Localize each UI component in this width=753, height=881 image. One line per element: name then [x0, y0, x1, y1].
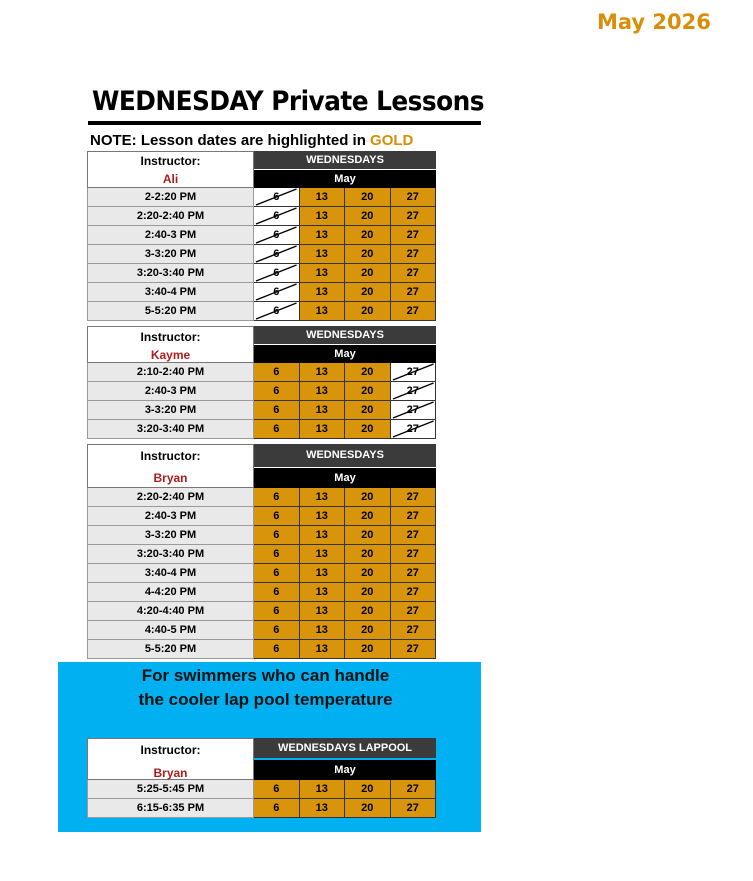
lesson-date-cell	[391, 188, 437, 207]
date-number: 13	[315, 643, 328, 655]
date-number: 20	[361, 529, 374, 541]
date-number: 13	[315, 605, 328, 617]
instructor-name: Kayme	[150, 348, 191, 362]
lesson-date-cell	[391, 283, 437, 302]
date-number: 6	[273, 586, 280, 598]
lesson-date-cell	[391, 226, 437, 245]
date-number: 20	[361, 567, 374, 579]
schedule-block-ali	[87, 151, 436, 321]
date-number: 13	[315, 210, 328, 222]
date-number: 27	[406, 229, 419, 241]
instructor-cell	[87, 738, 254, 780]
time-slot: 2-2:20 PM	[87, 188, 254, 207]
date-number: 20	[361, 286, 374, 298]
date-number: 20	[361, 423, 374, 435]
lesson-date-cell	[300, 564, 346, 583]
date-number: 20	[361, 248, 374, 260]
date-number: 27	[406, 404, 419, 416]
date-number: 6	[273, 305, 280, 317]
date-number: 27	[406, 385, 419, 397]
date-number: 27	[406, 529, 419, 541]
day-header: WEDNESDAYS	[254, 444, 436, 467]
date-number: 20	[361, 586, 374, 598]
date-number: 27	[406, 210, 419, 222]
table-row	[87, 226, 436, 245]
date-number: 13	[315, 586, 328, 598]
lesson-date-cell	[300, 640, 346, 659]
time-slot: 2:40-3 PM	[87, 226, 254, 245]
lesson-date-cell	[345, 207, 391, 226]
lesson-date-cell	[300, 302, 346, 321]
date-number: 6	[273, 643, 280, 655]
date-number: 6	[273, 286, 280, 298]
day-header: WEDNESDAYS LAPPOOL	[254, 738, 436, 758]
lesson-date-cell	[254, 583, 300, 602]
lesson-date-cell	[345, 420, 391, 439]
date-number: 27	[406, 191, 419, 203]
lesson-date-cell	[345, 545, 391, 564]
date-number: 13	[315, 191, 328, 203]
instructor-cell	[87, 151, 254, 188]
date-number: 27	[406, 305, 419, 317]
lesson-date-cell	[345, 564, 391, 583]
lesson-date-cell	[300, 382, 346, 401]
note-text	[90, 132, 413, 149]
lesson-date-cell	[300, 621, 346, 640]
date-number: 13	[315, 783, 328, 795]
instructor-label: Instructor:	[140, 330, 201, 344]
date-number: 6	[273, 366, 280, 378]
lesson-date-cell	[345, 488, 391, 507]
lesson-date-cell	[345, 621, 391, 640]
lesson-date-cell	[345, 283, 391, 302]
date-number: 6	[273, 423, 280, 435]
table-row	[87, 264, 436, 283]
date-number: 27	[406, 366, 419, 378]
date-number: 27	[406, 423, 419, 435]
lap-pool-note-line-1: For swimmers who can handle	[141, 666, 390, 685]
time-slot: 4-4:20 PM	[87, 583, 254, 602]
month-year-label: May 2026	[597, 10, 711, 34]
schedule-header	[87, 444, 436, 488]
lesson-date-cell	[345, 640, 391, 659]
date-number: 13	[315, 510, 328, 522]
lesson-date-cell	[391, 526, 437, 545]
schedule-header	[87, 738, 436, 780]
instructor-label: Instructor:	[140, 154, 201, 168]
table-row	[87, 799, 436, 818]
lesson-date-cell	[254, 621, 300, 640]
time-slot: 2:10-2:40 PM	[87, 363, 254, 382]
lesson-date-cell	[254, 382, 300, 401]
time-slot: 3-3:20 PM	[87, 526, 254, 545]
table-row	[87, 780, 436, 799]
date-number: 6	[273, 404, 280, 416]
date-number: 27	[406, 605, 419, 617]
table-row	[87, 382, 436, 401]
lesson-date-cell	[345, 401, 391, 420]
month-header: May	[254, 345, 436, 363]
table-row	[87, 420, 436, 439]
lesson-date-cell	[300, 401, 346, 420]
lesson-date-cell	[254, 363, 300, 382]
lesson-date-cell	[254, 507, 300, 526]
lesson-date-cell	[300, 507, 346, 526]
lesson-date-cell	[254, 526, 300, 545]
unavailable-date-cell	[391, 363, 437, 382]
date-number: 13	[315, 229, 328, 241]
date-number: 13	[315, 529, 328, 541]
lesson-date-cell	[300, 283, 346, 302]
date-number: 20	[361, 491, 374, 503]
instructor-name: Ali	[162, 172, 179, 186]
title-underline	[88, 121, 481, 125]
date-number: 27	[406, 802, 419, 814]
unavailable-date-cell	[254, 283, 300, 302]
table-row	[87, 401, 436, 420]
date-number: 13	[315, 491, 328, 503]
date-number: 6	[273, 510, 280, 522]
lesson-date-cell	[300, 188, 346, 207]
unavailable-date-cell	[254, 188, 300, 207]
table-row	[87, 621, 436, 640]
date-number: 6	[273, 802, 280, 814]
month-header: May	[254, 760, 436, 780]
lesson-date-cell	[254, 488, 300, 507]
lesson-date-cell	[345, 188, 391, 207]
instructor-label: Instructor:	[140, 449, 201, 463]
time-slot: 2:40-3 PM	[87, 507, 254, 526]
schedule-block-kayme	[87, 326, 436, 439]
date-number: 6	[273, 267, 280, 279]
date-number: 27	[406, 586, 419, 598]
date-number: 6	[273, 605, 280, 617]
date-number: 13	[315, 366, 328, 378]
lesson-date-cell	[300, 226, 346, 245]
time-slot: 5-5:20 PM	[87, 302, 254, 321]
date-number: 6	[273, 567, 280, 579]
date-number: 6	[273, 248, 280, 260]
schedule-header	[87, 151, 436, 188]
table-row	[87, 564, 436, 583]
date-number: 27	[406, 783, 419, 795]
date-number: 13	[315, 385, 328, 397]
date-number: 20	[361, 267, 374, 279]
date-number: 27	[406, 510, 419, 522]
time-slot: 3:40-4 PM	[87, 564, 254, 583]
date-number: 13	[315, 624, 328, 636]
table-row	[87, 545, 436, 564]
time-slot: 2:20-2:40 PM	[87, 207, 254, 226]
date-number: 27	[406, 286, 419, 298]
lesson-date-cell	[345, 583, 391, 602]
unavailable-date-cell	[254, 302, 300, 321]
date-number: 13	[315, 248, 328, 260]
month-header: May	[254, 468, 436, 488]
date-number: 13	[315, 305, 328, 317]
lesson-date-cell	[391, 488, 437, 507]
table-row	[87, 188, 436, 207]
time-slot: 3:40-4 PM	[87, 283, 254, 302]
date-number: 20	[361, 404, 374, 416]
lesson-date-cell	[300, 245, 346, 264]
unavailable-date-cell	[391, 382, 437, 401]
date-number: 13	[315, 567, 328, 579]
lesson-date-cell	[300, 583, 346, 602]
month-header: May	[254, 170, 436, 188]
schedule-block-bryan-lappool	[87, 738, 436, 818]
time-slot: 5-5:20 PM	[87, 640, 254, 659]
date-number: 6	[273, 783, 280, 795]
date-number: 27	[406, 624, 419, 636]
lesson-date-cell	[300, 780, 346, 799]
date-number: 27	[406, 491, 419, 503]
unavailable-date-cell	[254, 264, 300, 283]
note-prefix: NOTE: Lesson dates are highlighted in	[90, 132, 371, 149]
lesson-date-cell	[345, 264, 391, 283]
instructor-cell	[87, 326, 254, 363]
lesson-date-cell	[300, 602, 346, 621]
lesson-date-cell	[345, 382, 391, 401]
date-number: 6	[273, 529, 280, 541]
table-row	[87, 302, 436, 321]
date-number: 13	[315, 267, 328, 279]
date-number: 27	[406, 267, 419, 279]
date-number: 20	[361, 191, 374, 203]
date-number: 13	[315, 286, 328, 298]
lap-pool-note	[58, 664, 481, 712]
page-title: WEDNESDAY Private Lessons	[92, 86, 485, 117]
date-number: 13	[315, 404, 328, 416]
lesson-date-cell	[391, 799, 437, 818]
date-number: 6	[273, 229, 280, 241]
date-number: 20	[361, 802, 374, 814]
lesson-date-cell	[300, 545, 346, 564]
unavailable-date-cell	[391, 420, 437, 439]
table-row	[87, 245, 436, 264]
date-number: 6	[273, 385, 280, 397]
lesson-date-cell	[345, 780, 391, 799]
time-slot: 5:25-5:45 PM	[87, 780, 254, 799]
lesson-date-cell	[300, 488, 346, 507]
unavailable-date-cell	[391, 401, 437, 420]
date-number: 20	[361, 229, 374, 241]
instructor-cell	[87, 444, 254, 488]
date-number: 6	[273, 210, 280, 222]
date-number: 20	[361, 305, 374, 317]
lesson-date-cell	[254, 401, 300, 420]
date-number: 13	[315, 423, 328, 435]
lesson-date-cell	[300, 799, 346, 818]
date-number: 6	[273, 624, 280, 636]
lesson-date-cell	[345, 602, 391, 621]
lesson-date-cell	[391, 583, 437, 602]
time-slot: 3-3:20 PM	[87, 401, 254, 420]
lesson-date-cell	[254, 640, 300, 659]
lesson-date-cell	[391, 264, 437, 283]
lesson-date-cell	[391, 640, 437, 659]
lesson-date-cell	[300, 420, 346, 439]
table-row	[87, 363, 436, 382]
lesson-date-cell	[391, 564, 437, 583]
date-number: 20	[361, 783, 374, 795]
unavailable-date-cell	[254, 226, 300, 245]
lesson-date-cell	[391, 602, 437, 621]
date-number: 20	[361, 643, 374, 655]
time-slot: 3:20-3:40 PM	[87, 264, 254, 283]
schedule-header	[87, 326, 436, 363]
date-number: 20	[361, 210, 374, 222]
lap-pool-note-line-2: the cooler lap pool temperature	[138, 690, 393, 709]
lesson-date-cell	[254, 780, 300, 799]
table-row	[87, 488, 436, 507]
date-number: 27	[406, 643, 419, 655]
lesson-date-cell	[254, 420, 300, 439]
day-header: WEDNESDAYS	[254, 326, 436, 344]
instructor-name: Bryan	[153, 766, 188, 780]
table-row	[87, 640, 436, 659]
date-number: 20	[361, 385, 374, 397]
lesson-date-cell	[391, 207, 437, 226]
day-header: WEDNESDAYS	[254, 151, 436, 169]
note-highlight: GOLD	[370, 132, 414, 149]
table-row	[87, 526, 436, 545]
lesson-date-cell	[254, 799, 300, 818]
date-number: 20	[361, 548, 374, 560]
lesson-date-cell	[391, 780, 437, 799]
time-slot: 2:20-2:40 PM	[87, 488, 254, 507]
lesson-date-cell	[300, 363, 346, 382]
instructor-label: Instructor:	[140, 743, 201, 757]
unavailable-date-cell	[254, 245, 300, 264]
date-number: 6	[273, 548, 280, 560]
date-number: 13	[315, 548, 328, 560]
lesson-date-cell	[391, 507, 437, 526]
lesson-date-cell	[345, 226, 391, 245]
lesson-date-cell	[345, 245, 391, 264]
lesson-date-cell	[345, 799, 391, 818]
date-number: 13	[315, 802, 328, 814]
lesson-date-cell	[345, 526, 391, 545]
table-row	[87, 207, 436, 226]
lesson-date-cell	[345, 363, 391, 382]
time-slot: 4:20-4:40 PM	[87, 602, 254, 621]
schedule-block-bryan	[87, 444, 436, 659]
date-number: 6	[273, 491, 280, 503]
time-slot: 3-3:20 PM	[87, 245, 254, 264]
time-slot: 4:40-5 PM	[87, 621, 254, 640]
table-row	[87, 602, 436, 621]
time-slot: 6:15-6:35 PM	[87, 799, 254, 818]
date-number: 27	[406, 567, 419, 579]
table-row	[87, 583, 436, 602]
lesson-date-cell	[345, 507, 391, 526]
lesson-date-cell	[391, 245, 437, 264]
date-number: 20	[361, 605, 374, 617]
date-number: 6	[273, 191, 280, 203]
lesson-date-cell	[300, 264, 346, 283]
lesson-date-cell	[254, 602, 300, 621]
time-slot: 3:20-3:40 PM	[87, 545, 254, 564]
date-number: 20	[361, 510, 374, 522]
time-slot: 3:20-3:40 PM	[87, 420, 254, 439]
lesson-date-cell	[254, 564, 300, 583]
table-row	[87, 507, 436, 526]
unavailable-date-cell	[254, 207, 300, 226]
date-number: 20	[361, 624, 374, 636]
lesson-date-cell	[391, 545, 437, 564]
date-number: 27	[406, 248, 419, 260]
lesson-date-cell	[391, 621, 437, 640]
date-number: 27	[406, 548, 419, 560]
date-number: 20	[361, 366, 374, 378]
lesson-date-cell	[254, 545, 300, 564]
lesson-date-cell	[300, 207, 346, 226]
table-row	[87, 283, 436, 302]
instructor-name: Bryan	[153, 471, 188, 485]
lesson-date-cell	[345, 302, 391, 321]
lesson-date-cell	[300, 526, 346, 545]
time-slot: 2:40-3 PM	[87, 382, 254, 401]
lesson-date-cell	[391, 302, 437, 321]
